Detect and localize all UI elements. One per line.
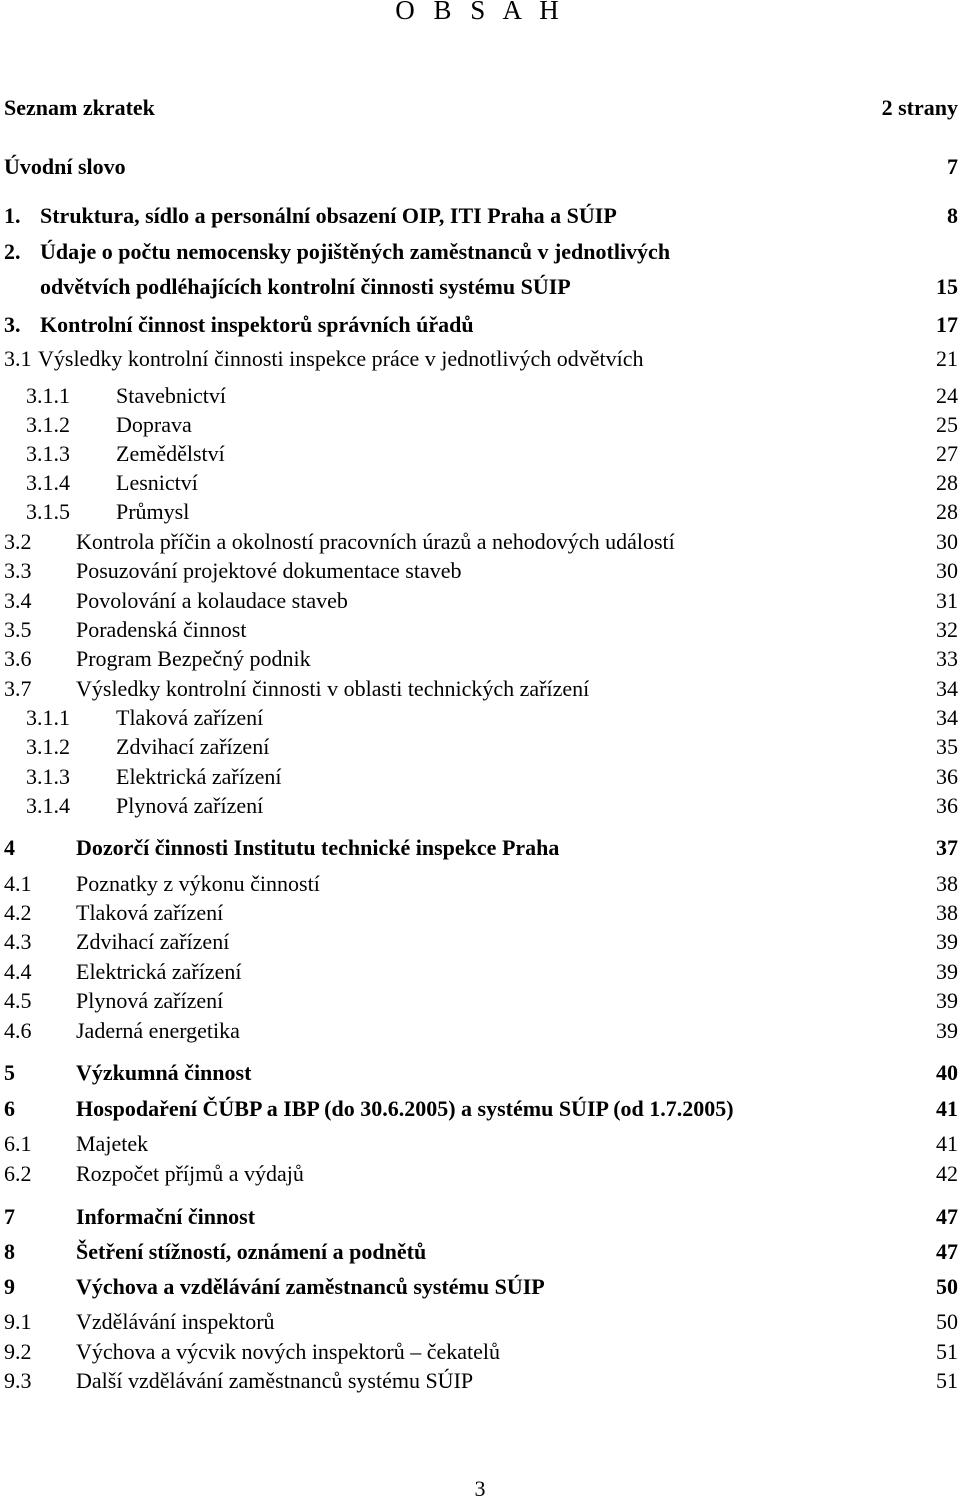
toc-entry-number: 9 [4, 1274, 15, 1299]
toc-entry-number: 3.1.3 [26, 764, 70, 789]
page-title: O B S A H [395, 0, 565, 25]
toc-entry [0, 703, 960, 733]
toc-entry-number: 5 [4, 1060, 15, 1085]
toc-entry [0, 201, 960, 231]
toc-entry-title: Doprava [116, 412, 192, 437]
toc-entry-title: Struktura, sídlo a personální obsazení OIP, ITI Praha a SÚIP [40, 203, 617, 228]
toc-entry [0, 1058, 960, 1088]
toc-entry [0, 93, 960, 123]
toc-entry [0, 1307, 960, 1337]
toc-entry-number: 2. [4, 239, 21, 264]
toc-entry-title: Kontrola příčin a okolností pracovních úrazů a nehodových událostí [76, 529, 675, 554]
toc-entry-title: Plynová zařízení [76, 988, 224, 1013]
toc-entry-number: 6 [4, 1096, 15, 1121]
toc-entry-page: 35 [936, 734, 958, 759]
toc-entry-number: 6.2 [4, 1161, 32, 1186]
toc-entry-number: 3. [4, 312, 21, 337]
toc-entry-title: Poznatky z výkonu činností [76, 871, 320, 896]
toc-entry-title: Majetek [76, 1131, 149, 1156]
toc-entry-number: 3.2 [4, 529, 32, 554]
toc-entry-page: 17 [936, 312, 958, 337]
toc-entry [0, 381, 960, 411]
toc-entry-number: 9.1 [4, 1309, 32, 1334]
toc-entry [0, 1094, 960, 1124]
toc-entry [0, 927, 960, 957]
toc-entry-title: Jaderná energetika [76, 1018, 240, 1043]
toc-entry-page: 30 [936, 558, 958, 583]
toc-entry-title: Údaje o počtu nemocensky pojištěných zaměstnanců v jednotlivých [40, 239, 671, 264]
toc-entry-number: 3.1 [4, 346, 32, 371]
toc-entry [0, 1159, 960, 1189]
toc-entry-page: 31 [936, 588, 958, 613]
toc-entry-number: 3.4 [4, 588, 32, 613]
toc-entry-page: 2 strany [881, 95, 958, 120]
toc-entry-number: 1. [4, 203, 21, 228]
toc-entry-page: 41 [936, 1096, 958, 1121]
toc-entry-title: Zdvihací zařízení [76, 929, 230, 954]
toc-entry-page: 47 [936, 1204, 958, 1229]
toc-entry-number: 3.5 [4, 617, 32, 642]
toc-entry-title: Poradenská činnost [76, 617, 247, 642]
toc-entry-number: 3.6 [4, 646, 32, 671]
toc-entry-page: 40 [936, 1060, 958, 1085]
toc-entry-page: 39 [936, 929, 958, 954]
toc-entry [0, 272, 960, 302]
toc-entry-title: Lesnictví [116, 470, 198, 495]
toc-entry-title: Kontrolní činnost inspektorů správních úřadů [40, 312, 474, 337]
toc-entry-title: Informační činnost [76, 1204, 256, 1229]
toc-entry [0, 674, 960, 704]
toc-entry-number: 3.1.3 [26, 441, 70, 466]
toc-entry-title: Program Bezpečný podnik [76, 646, 311, 671]
toc-entry-title: Výchova a vzdělávání zaměstnanců systému SÚIP [76, 1274, 545, 1299]
toc-entry-page: 28 [936, 470, 958, 495]
toc-entry-page: 21 [936, 346, 958, 371]
toc-entry-title: Vzdělávání inspektorů [76, 1309, 275, 1334]
toc-entry-page: 36 [936, 793, 958, 818]
toc-entry-page: 50 [936, 1309, 958, 1334]
toc-entry-number: 4.4 [4, 959, 32, 984]
toc-entry [0, 791, 960, 821]
toc-entry-page: 39 [936, 959, 958, 984]
toc-entry [0, 762, 960, 792]
toc-entry [0, 986, 960, 1016]
toc-entry-title: Zemědělství [116, 441, 225, 466]
toc-entry-number: 3.1.1 [26, 383, 70, 408]
toc-entry-page: 50 [936, 1274, 958, 1299]
toc-entry [0, 1366, 960, 1396]
toc-entry-title: Elektrická zařízení [76, 959, 242, 984]
toc-entry-title: Posuzování projektové dokumentace staveb [76, 558, 462, 583]
toc-entry-title: Průmysl [116, 499, 190, 524]
toc-entry-title: Další vzdělávání zaměstnanců systému SÚIP [76, 1368, 474, 1393]
toc-entry-title: Tlaková zařízení [76, 900, 224, 925]
toc-entry-number: 3.1.1 [26, 705, 70, 730]
toc-entry [0, 1016, 960, 1046]
toc-entry-number: 4.1 [4, 871, 32, 896]
toc-entry [0, 732, 960, 762]
toc-entry-title: Zdvihací zařízení [116, 734, 270, 759]
toc-entry-title: Tlaková zařízení [116, 705, 264, 730]
toc-entry-page: 38 [936, 900, 958, 925]
toc-entry-page: 36 [936, 764, 958, 789]
toc-entry [0, 644, 960, 674]
toc-entry [0, 497, 960, 527]
toc-entry [0, 527, 960, 557]
toc-entry [0, 468, 960, 498]
toc-entry-number: 3.3 [4, 558, 32, 583]
toc-entry [0, 1237, 960, 1267]
toc-entry-title: Plynová zařízení [116, 793, 264, 818]
toc-entry-title: Výzkumná činnost [76, 1060, 252, 1085]
toc-entry-number: 3.1.2 [26, 412, 70, 437]
toc-entry-page: 37 [936, 835, 958, 860]
toc-entry [0, 344, 960, 374]
toc-entry-number: 3.1.4 [26, 793, 70, 818]
toc-entry-page: 8 [947, 203, 958, 228]
toc-entry [0, 957, 960, 987]
toc-entry [0, 869, 960, 899]
toc-entry [0, 1337, 960, 1367]
toc-entry-number: 8 [4, 1239, 15, 1264]
toc-entry [0, 310, 960, 340]
toc-entry-page: 51 [936, 1339, 958, 1364]
toc-entry-number: 9.3 [4, 1368, 32, 1393]
toc-entry-page: 42 [936, 1161, 958, 1186]
toc-entry-page: 33 [936, 646, 958, 671]
toc-entry-number: 7 [4, 1204, 15, 1229]
toc-entry-title: Výchova a výcvik nových inspektorů – čekatelů [76, 1339, 500, 1364]
toc-entry [0, 898, 960, 928]
toc-entry [0, 1272, 960, 1302]
toc-entry-page: 39 [936, 1018, 958, 1043]
toc-entry-page: 41 [936, 1131, 958, 1156]
toc-entry [0, 615, 960, 645]
toc-entry-title: Výsledky kontrolní činnosti v oblasti technických zařízení [76, 676, 590, 701]
toc-entry-page: 15 [936, 274, 958, 299]
toc-entry-title: odvětvích podléhajících kontrolní činnosti systému SÚIP [40, 274, 571, 299]
toc-entry-page: 28 [936, 499, 958, 524]
toc-entry-page: 30 [936, 529, 958, 554]
toc-entry [0, 833, 960, 863]
toc-entry-page: 7 [947, 154, 958, 179]
toc-entry [0, 556, 960, 586]
toc-entry-number: 4.2 [4, 900, 32, 925]
toc-entry-number: 3.1.5 [26, 499, 70, 524]
toc-entry [0, 237, 960, 267]
toc-entry-title: Seznam zkratek [4, 95, 155, 120]
toc-entry-number: 4.6 [4, 1018, 32, 1043]
toc-entry [0, 586, 960, 616]
toc-entry-title: Povolování a kolaudace staveb [76, 588, 348, 613]
toc-entry-number: 4 [4, 835, 15, 860]
page-number: 3 [474, 1476, 486, 1501]
toc-entry [0, 439, 960, 469]
toc-entry-title: Rozpočet příjmů a výdajů [76, 1161, 304, 1186]
toc-entry-number: 4.5 [4, 988, 32, 1013]
toc-entry-page: 25 [936, 412, 958, 437]
toc-entry-number: 3.1.4 [26, 470, 70, 495]
toc-entry-page: 27 [936, 441, 958, 466]
toc-entry [0, 152, 960, 182]
toc-entry-page: 51 [936, 1368, 958, 1393]
toc-entry-number: 9.2 [4, 1339, 32, 1364]
toc-entry-page: 32 [936, 617, 958, 642]
toc-entry-title: Šetření stížností, oznámení a podnětů [76, 1239, 427, 1264]
toc-entry-number: 3.1.2 [26, 734, 70, 759]
toc-entry-title: Stavebnictví [116, 383, 226, 408]
toc-entry-page: 38 [936, 871, 958, 896]
toc-entry-number: 4.3 [4, 929, 32, 954]
toc-entry-page: 24 [936, 383, 958, 408]
toc-entry [0, 1129, 960, 1159]
toc-entry-title: Úvodní slovo [4, 154, 126, 179]
toc-entry-title: Hospodaření ČÚBP a IBP (do 30.6.2005) a systému SÚIP (od 1.7.2005) [76, 1096, 734, 1121]
toc-entry-page: 34 [936, 705, 958, 730]
toc-entry-number: 3.7 [4, 676, 32, 701]
toc-entry [0, 410, 960, 440]
toc-entry-page: 39 [936, 988, 958, 1013]
toc-entry-page: 47 [936, 1239, 958, 1264]
toc-entry-number: 6.1 [4, 1131, 32, 1156]
toc-entry-title: Elektrická zařízení [116, 764, 282, 789]
toc-entry-title: Dozorčí činnosti Institutu technické inspekce Praha [76, 835, 560, 860]
toc-entry-title: Výsledky kontrolní činnosti inspekce práce v jednotlivých odvětvích [38, 346, 644, 371]
toc-entry-page: 34 [936, 676, 958, 701]
toc-entry [0, 1202, 960, 1232]
